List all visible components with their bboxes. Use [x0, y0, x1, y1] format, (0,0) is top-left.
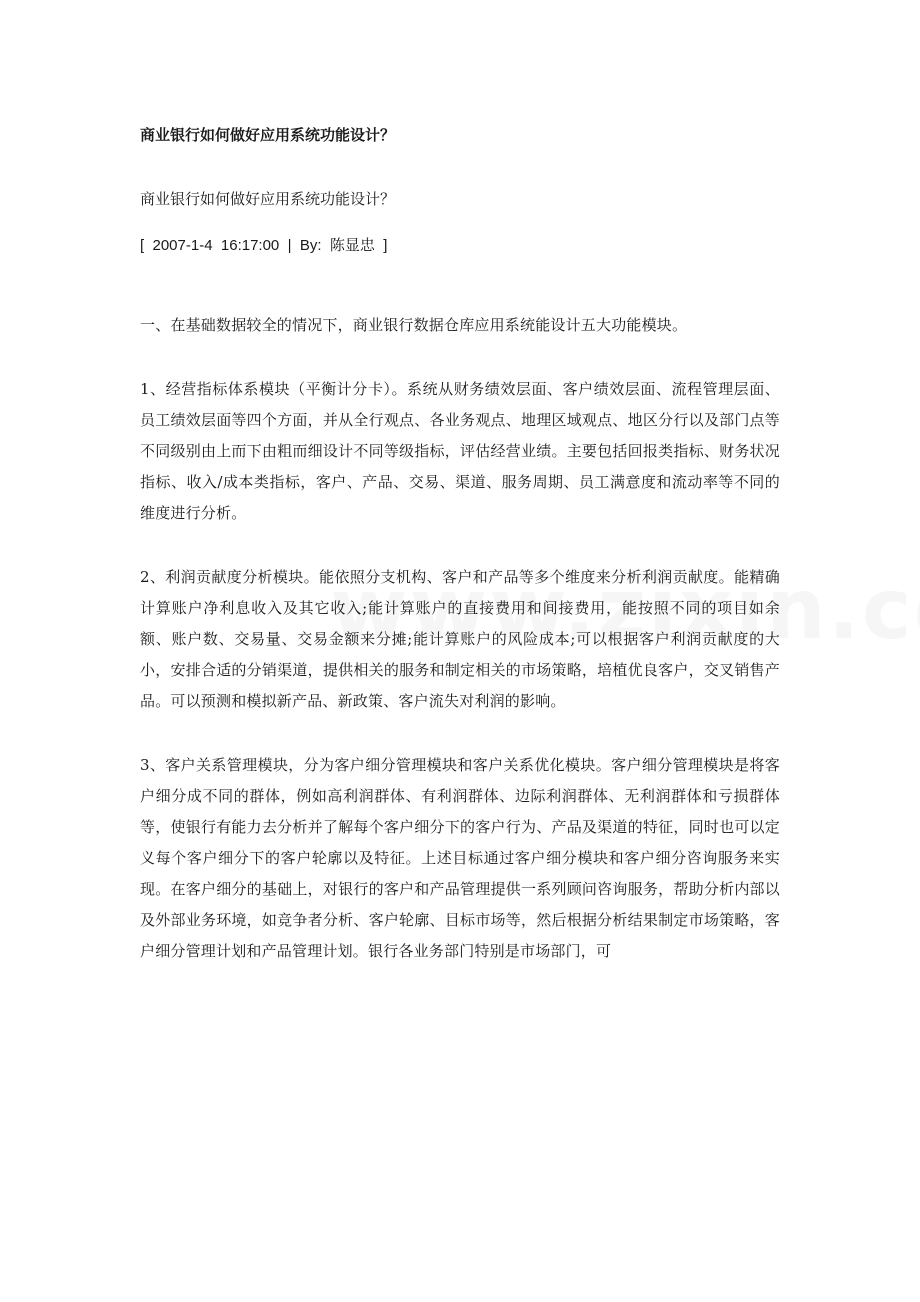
meta-date-time: [ 2007-1-4 16:17:00 | By:	[140, 237, 330, 254]
document-title: 商业银行如何做好应用系统功能设计？	[140, 126, 396, 144]
paragraph-section-3: 3、客户关系管理模块，分为客户细分管理模块和客户关系优化模块。客户细分管理模块是将客户细分成不同的群体，例如高利润群体、有利润群体、边际利润群体、无利润群体和亏损群体等，使银行有能力去分析并了解每个客户细分下的客户行为、产品及渠道的特征，同时也可以定义每个客户细分下的客户轮廓以及特征。上述目标通过客户细分模块和客户细分咨询服务来实现。在客户细分的基础上，对银行的客户和产品管理提供一系列顾问咨询服务，帮助分析内部以及外部业务环境，如竞争者分析、客户轮廓、目标市场等，然后根据分析结果制定市场策略，客户细分管理计划和产品管理计划。银行各业务部门特别是市场部门，可	[140, 756, 780, 960]
document-page	[140, 118, 780, 967]
paragraph-section-1: 1、经营指标体系模块（平衡计分卡）。系统从财务绩效层面、客户绩效层面、流程管理层面、员工绩效层面等四个方面，并从全行观点、各业务观点、地理区域观点、地区分行以及部门点等不同级别由上而下由粗而细设计不同等级指标，评估经营业绩。主要包括回报类指标、财务状况指标、收入/成本类指标，客户、产品、交易、渠道、服务周期、员工满意度和流动率等不同的维度进行分析。	[140, 380, 780, 522]
meta-close-bracket: ]	[374, 237, 388, 254]
author-name: 陈显忠	[329, 236, 375, 254]
article-meta	[140, 228, 780, 262]
paragraph-section-2: 2、利润贡献度分析模块。能依照分支机构、客户和产品等多个维度来分析利润贡献度。能精确计算账户净利息收入及其它收入;能计算账户的直接费用和间接费用，能按照不同的项目如余额、账户数、交易量、交易金额来分摊;能计算账户的风险成本;可以根据客户利润贡献度的大小，安排合适的分销渠道，提供相关的服务和制定相关的市场策略，培植优良客户，交叉销售产品。可以预测和模拟新产品、新政策、客户流失对利润的影响。	[140, 568, 780, 710]
paragraph-intro: 一、在基础数据较全的情况下，商业银行数据仓库应用系统能设计五大功能模块。	[140, 316, 688, 334]
article-subtitle: 商业银行如何做好应用系统功能设计？	[140, 190, 396, 208]
